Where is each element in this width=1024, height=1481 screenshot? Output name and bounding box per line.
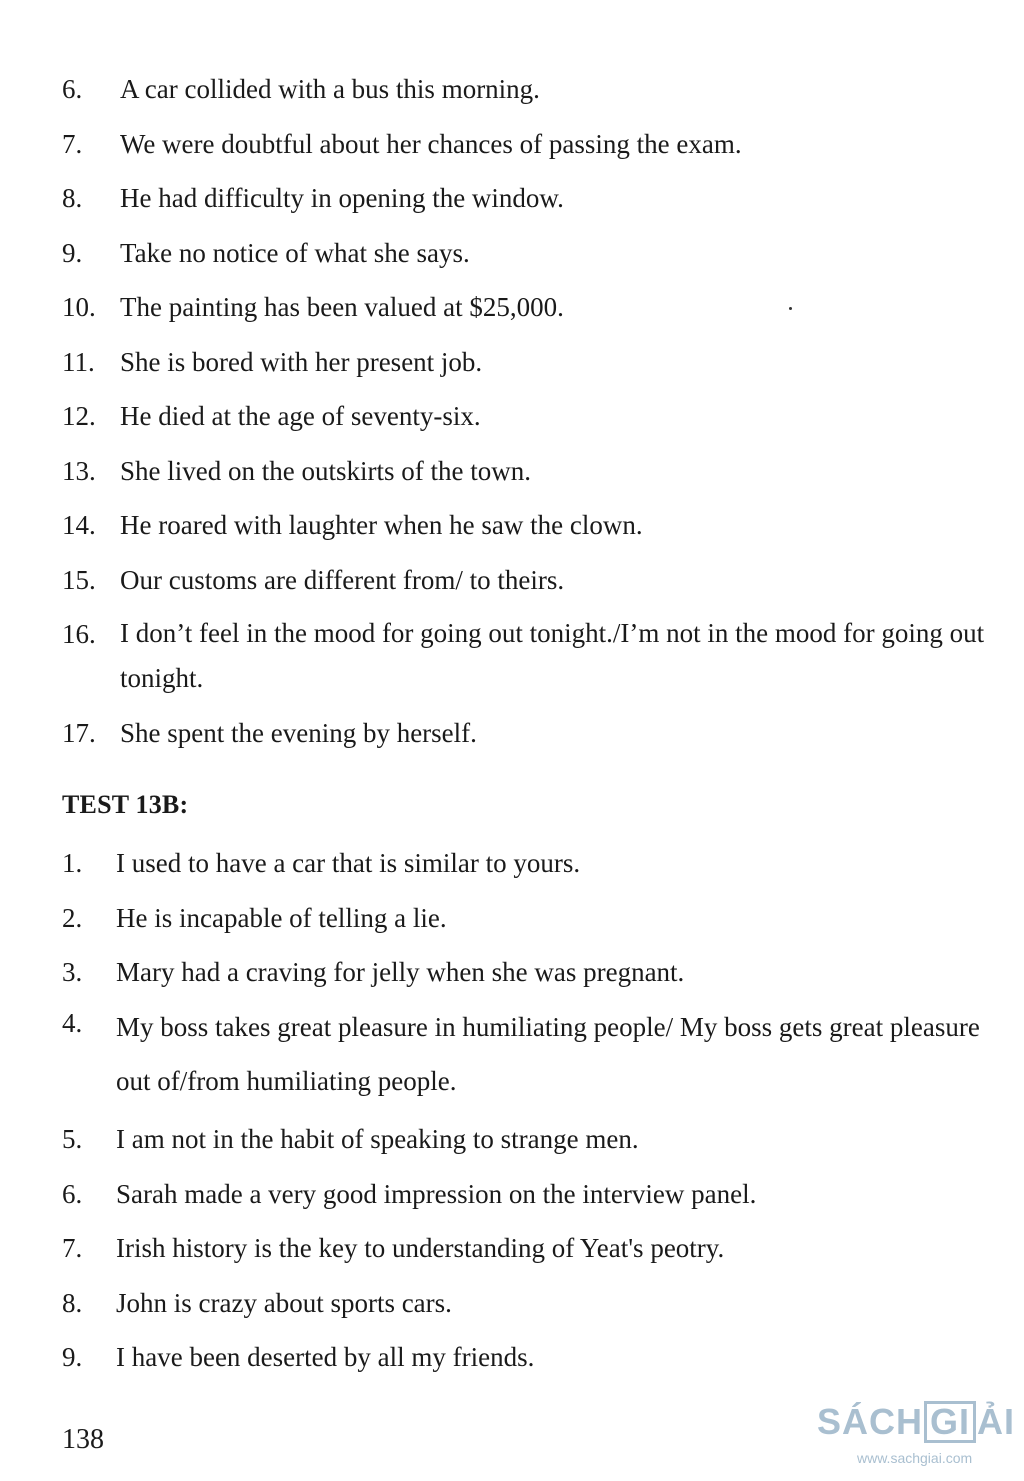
item-text: Sarah made a very good impression on the interview panel. [116,1178,757,1209]
list-item [62,1171,992,1217]
item-text: Irish history is the key to understanding of Yeat's peotry. [116,1233,725,1263]
watermark-boxed-part: GI [924,1401,976,1443]
answer-list-test-13b [62,840,992,1389]
list-item [62,175,992,221]
item-text: Mary had a craving for jelly when she was pregnant. [116,957,685,987]
list-item [62,557,992,603]
watermark-logo [817,1400,1017,1474]
item-number: 10. [62,292,96,322]
item-number: 1. [62,848,83,878]
list-item [62,502,992,548]
list-item [62,1280,992,1326]
item-text: He had difficulty in opening the window. [120,183,564,213]
watermark-part-3: ẢI [977,1401,1016,1442]
watermark-part-1: SÁCH [817,1401,924,1442]
item-text: My boss takes great pleasure in humiliating people/ My boss gets great pleasure out of/from humiliating people. [116,1011,980,1096]
item-text: John is crazy about sports cars. [116,1287,452,1318]
item-text: She spent the evening by herself. [120,717,477,748]
item-text: He died at the age of seventy-six. [120,401,481,431]
item-number: 15. [62,564,96,595]
item-number: 2. [62,902,83,933]
list-item [62,1116,992,1162]
item-number: 14. [62,510,96,540]
list-item [62,284,992,330]
item-number: 3. [62,957,83,987]
item-text: The painting has been valued at $25,000. [120,292,564,322]
list-item [62,949,992,995]
item-number: 4. [62,1007,83,1038]
list-item [62,1334,992,1380]
list-item [62,840,992,886]
item-text: Take no notice of what she says. [120,237,470,268]
list-item [62,895,992,941]
item-number: 8. [62,1287,83,1318]
item-text: She is bored with her present job. [120,346,483,377]
item-text: He is incapable of telling a lie. [116,902,447,933]
item-number: 9. [62,237,83,268]
item-number: 6. [62,1178,83,1209]
list-item [62,393,992,439]
item-text: He roared with laughter when he saw the clown. [120,510,643,540]
item-number: 9. [62,1342,83,1372]
item-number: 16. [62,619,96,649]
print-speck [789,307,792,310]
list-item [62,710,992,756]
item-number: 8. [62,183,83,213]
item-number: 5. [62,1124,83,1154]
watermark-wordmark [817,1400,1015,1444]
list-item [62,611,992,701]
item-text: We were doubtful about her chances of passing the exam. [120,128,742,159]
answer-list-test-13a [62,66,992,764]
list-item [62,121,992,167]
item-text: I don’t feel in the mood for going out tonight./I’m not in the mood for going out tonight. [120,618,985,693]
item-text: I have been deserted by all my friends. [116,1342,535,1372]
list-item [62,230,992,276]
item-number: 6. [62,74,83,104]
section-heading: TEST 13B: [62,790,189,819]
watermark-url: www.sachgiai.com [857,1450,973,1466]
list-item [62,1000,992,1108]
item-text: She lived on the outskirts of the town. [120,455,531,486]
list-item [62,339,992,385]
item-number: 13. [62,455,96,486]
item-text: Our customs are different from/ to theirs. [120,564,565,595]
item-number: 11. [62,346,95,377]
item-number: 17. [62,717,96,748]
list-item [62,66,992,112]
item-number: 12. [62,401,96,431]
item-text: I am not in the habit of speaking to strange men. [116,1124,639,1154]
list-item [62,448,992,494]
item-number: 7. [62,128,83,159]
item-number: 7. [62,1233,83,1263]
page-number: 138 [62,1424,104,1455]
item-text: A car collided with a bus this morning. [120,74,540,104]
item-text: I used to have a car that is similar to yours. [116,848,581,878]
list-item [62,1225,992,1271]
